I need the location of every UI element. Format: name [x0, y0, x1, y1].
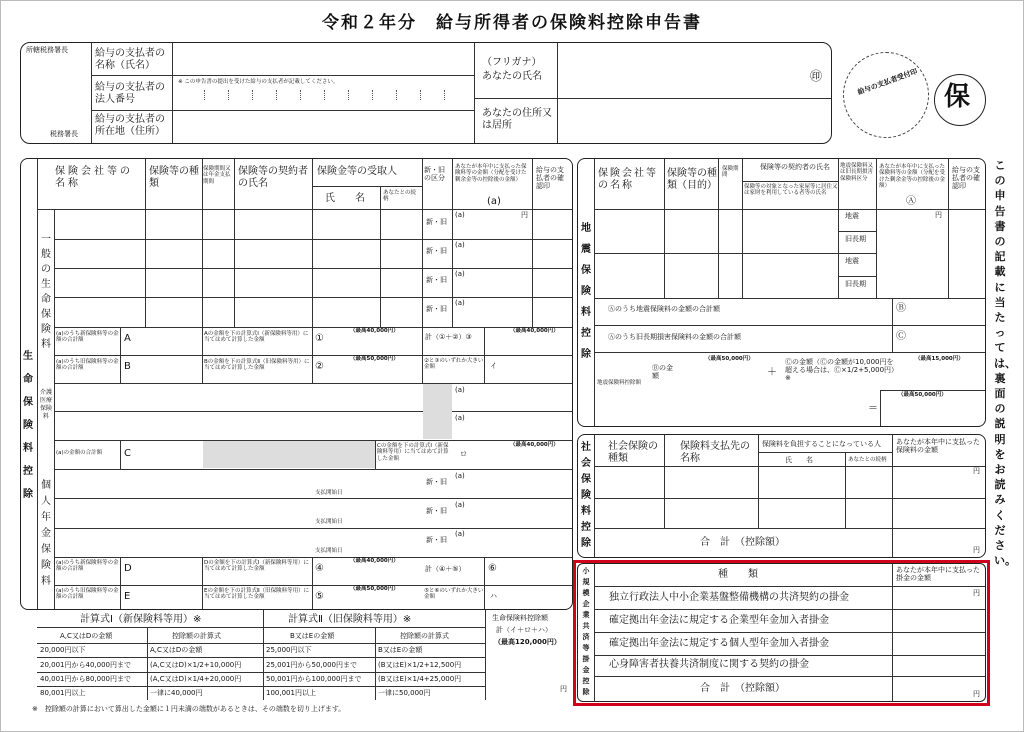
eq-max50b: （最高50,000円）: [898, 392, 947, 398]
social-col-burden: 保険料を負担することになっている人: [762, 440, 881, 448]
eq-sum-c: Ⓐのうち旧長期損害保険料の金額の合計額: [608, 333, 741, 341]
smallbiz-yen: 円: [973, 589, 980, 597]
furigana-label: （フリガナ）: [482, 57, 542, 68]
social-col-name: 氏 名: [785, 456, 813, 464]
smallbiz-row-1: 独立行政法人中小企業基盤整備機構の共済契約の掛金: [609, 592, 849, 603]
calc-b: Bの金額を下の計算式Ⅱ（旧保険料等用）に当てはめて計算した金額: [204, 359, 310, 372]
formula-h-amount2: B又はEの金額: [290, 632, 335, 640]
start-date-2: 支払開始日: [315, 519, 343, 525]
formula-cell: 20,001円から40,000円まで: [40, 661, 131, 669]
eq-mark-c: Ⓒ: [896, 331, 906, 342]
pension-newold-3: 新・旧: [426, 536, 447, 544]
formula-note: ※ 控除額の計算において算出した金額に１円未満の端数があるときは、その端数を切り上げます。: [32, 705, 346, 713]
social-yen: 円: [973, 467, 980, 475]
formula-h-amount1: A,C又はDの金額: [60, 632, 113, 640]
formula-cell: (B又はE)×1/2+12,500円: [378, 661, 462, 669]
calc-a: Aの金額を下の計算式Ⅰ（新保険料等用）に当てはめて計算した金額: [204, 331, 309, 344]
life-total-yen: 円: [560, 685, 567, 693]
formula-title-2: 計算式Ⅱ（旧保険料等用）※: [288, 614, 412, 625]
eq-col-amount-a: Ⓐ: [906, 196, 916, 207]
calc-d: Dの金額を下の計算式Ⅰ（新保険料等用）に当てはめて計算した金額: [204, 560, 309, 573]
your-address-label: あなたの住所又は居所: [482, 108, 552, 131]
c4: ④: [315, 563, 324, 574]
eq-yen-1: 円: [935, 211, 942, 219]
newold-4: 新・旧: [426, 305, 447, 313]
social-col-relation: あなたとの続柄: [848, 457, 887, 463]
smallbiz-col-kind: 種 類: [718, 569, 758, 580]
eq-deduction: 地震保険料控除額: [597, 380, 642, 386]
eq-col-target: 保険等の対象となった家屋等に居住又は家財を利用している者等の氏名: [744, 184, 838, 197]
pension-a-3: (a): [455, 530, 465, 538]
formula-cell: B又はEの金額: [378, 646, 423, 654]
eq-kind-3: 地震: [845, 257, 859, 265]
amount-a-1: (a): [455, 211, 465, 219]
smallbiz-label: 小規模企業共済等掛金控除: [582, 567, 590, 696]
smallbiz-row-2: 確定拠出年金法に規定する企業型年金加入者掛金: [609, 615, 829, 626]
formula-cell: 25,000円以下: [266, 646, 312, 654]
formula-cell: 25,001円から50,000円まで: [266, 661, 357, 669]
life-total-formula: 計（イ＋ロ＋ハ）: [496, 626, 552, 634]
office-suffix: 税務署長: [50, 130, 78, 138]
payer-name-label: 給与の支払者の名称（氏名）: [95, 48, 165, 71]
formula-cell: 80,001円以上: [40, 689, 86, 697]
sum-a-old: (a)のうち旧保険料等の金額の合計額: [56, 359, 119, 372]
i-mark: イ: [490, 362, 497, 370]
formula-cell: 一律に50,000円: [378, 689, 431, 697]
ha-mark: ハ: [490, 592, 497, 600]
sum-a-new: (a)のうち新保険料等の金額の合計額: [56, 331, 119, 344]
care-label: 介護医療保険料: [40, 389, 53, 420]
pension-a-2: (a): [455, 501, 465, 509]
col-amount: あなたが本年中に支払った保険料等の金額（分配を受けた剰余金等の控除後の金額）: [455, 164, 527, 183]
social-total: 合 計 （控除額）: [700, 537, 785, 548]
formula-cell: A,C又はDの金額: [150, 646, 203, 654]
receipt-stamp-circle: [843, 52, 929, 138]
formula-cell: 20,000円以下: [40, 646, 86, 654]
formula-cell: (A,C又はD)×1/4+20,000円: [150, 675, 242, 683]
col-recipient: 保険金等の受取人: [317, 166, 397, 177]
col-contractor: 保険等の契約者の氏名: [238, 166, 308, 189]
eq-col-period: 保険期間: [722, 166, 739, 179]
social-total-yen: 円: [973, 546, 980, 554]
smallbiz-total-yen: 円: [973, 690, 980, 698]
c5: ⑤: [315, 591, 324, 602]
col-relation: あなたとの続柄: [383, 190, 417, 203]
social-col-amount: あなたが本年中に支払った保険料の金額: [896, 438, 980, 455]
c6: ⑥: [488, 563, 497, 574]
calc-c: Cの金額を下の計算式Ⅰ（新保険料等用）に当てはめて計算した金額: [377, 443, 449, 462]
max40-d: （最高40,000円）: [350, 558, 399, 564]
formula-cell: 一律に40,000円: [150, 689, 203, 697]
c2: ②: [315, 361, 324, 372]
eq-col-amount: あなたが本年中に支払った保険料等の金額（分配を受けた剰余金等の控除後の金額）: [879, 164, 946, 189]
newold-2: 新・旧: [426, 247, 447, 255]
formula-cell: (A,C又はD)×1/2+10,000円: [150, 661, 242, 669]
larger-pension: ⑤と⑥のいずれか大きい金額: [424, 588, 484, 601]
eq-col-type: 保険等の種類（目的）: [667, 168, 717, 191]
eq-kind-1: 地震: [845, 212, 859, 220]
earthquake-label: 地震保険料控除: [581, 223, 591, 360]
formula-cell: 40,001円から80,000円まで: [40, 675, 131, 683]
calc-total-pension: 計（④＋⑤）: [425, 565, 466, 573]
max40-a: （最高40,000円）: [350, 328, 399, 334]
letter-d: D: [124, 563, 132, 574]
receipt-stamp-text: 給与の支払者受付印: [856, 67, 919, 97]
your-name-label: あなたの氏名: [482, 71, 542, 82]
social-col-type: 社会保険の種類: [608, 441, 658, 464]
care-a-2: (a): [455, 414, 465, 422]
life-section-label: 生命保険料控除: [23, 351, 33, 500]
general-label: 一般の生命保険料: [41, 234, 51, 350]
formula-cell: (B又はE)×1/4+25,000円: [378, 675, 462, 683]
max50-e: （最高50,000円）: [350, 586, 399, 592]
amount-a-2: (a): [455, 241, 465, 249]
pension-newold-1: 新・旧: [426, 478, 447, 486]
sum-c: (a)の金額の合計額: [56, 450, 103, 456]
formula-title-1: 計算式Ⅰ（新保険料等用）※: [80, 614, 202, 625]
start-date-1: 支払開始日: [315, 490, 343, 496]
col-company: 保険会社等の名称: [55, 166, 133, 189]
eq-sum-b: Ⓐのうち地震保険料の金額の合計額: [608, 305, 720, 313]
yen-1: 円: [521, 211, 528, 219]
side-note: この申告書の記載に当たっては、裏面の説明をお読みください。: [994, 159, 1016, 568]
care-shaded-cell: [423, 384, 452, 439]
calc-e: Eの金額を下の計算式Ⅱ（旧保険料等用）に当てはめて計算した金額: [204, 588, 310, 601]
amount-a-3: (a): [455, 270, 465, 278]
ro-mark: ロ: [460, 450, 467, 458]
formula-h-calc1: 控除額の計算式: [172, 632, 221, 640]
col-amount-a: (a): [487, 196, 501, 207]
payer-number-label: 給与の支払者の法人番号: [95, 82, 165, 105]
eq-b-amount: Ⓑの金額: [652, 364, 673, 381]
eq-plus: ＋: [767, 367, 777, 378]
eq-max50: （最高50,000円）: [705, 356, 754, 362]
social-col-payee: 保険料支払先の名称: [680, 441, 750, 464]
smallbiz-total: 合 計 （控除額）: [700, 683, 785, 694]
col-recipient-name: 氏 名: [325, 193, 365, 204]
start-date-3: 支払開始日: [315, 548, 343, 554]
sum-d-new: (a)のうち新保険料等の金額の合計額: [56, 560, 119, 573]
social-label: 社会保険料控除: [581, 442, 591, 549]
pension-label: 個人年金保険料: [41, 480, 51, 587]
eq-kind-2: 旧長期: [845, 235, 866, 243]
letter-e: E: [124, 591, 131, 602]
smallbiz-row-3: 確定拠出年金法に規定する個人型年金加入者掛金: [609, 638, 829, 649]
eq-kind-4: 旧長期: [845, 280, 866, 288]
life-insurance-section: [20, 158, 573, 610]
amount-a-4: (a): [455, 299, 465, 307]
eq-col-contractor: 保険等の契約者の氏名: [760, 163, 830, 171]
max40-total: （最高40,000円）: [510, 328, 559, 334]
letter-c: C: [124, 448, 131, 459]
pension-a-1: (a): [455, 472, 465, 480]
newold-1: 新・旧: [426, 218, 447, 226]
payer-note: ※ この申告書の提出を受けた給与の支払者が記載してください。: [178, 79, 339, 85]
sum-e-old: (a)のうち旧保険料等の金額の合計額: [56, 588, 119, 601]
letter-a: A: [124, 333, 131, 344]
eq-max15: （最高15,000円）: [915, 356, 964, 362]
care-a-1: (a): [455, 386, 465, 394]
formula-cell: 100,001円以上: [266, 689, 316, 697]
care-shaded-sum: [203, 441, 375, 468]
col-confirm: 給与の支払者の確認印: [536, 166, 564, 191]
eq-c-formula: Ⓒの金額（Ⓒの金額が10,000円を超える場合は、Ⓒ×1/2+5,000円）※: [785, 358, 895, 383]
form-title: 令和２年分 給与所得者の保険料控除申告書: [322, 13, 702, 33]
eq-col-kind: 地震保険料又は旧長期損害保険料区分: [840, 163, 874, 182]
larger-general: ②と③のいずれか大きい金額: [424, 358, 484, 371]
eq-equals: ＝: [868, 403, 878, 414]
c1: ①: [315, 333, 324, 344]
office-label: 所轄税務署長: [26, 46, 68, 54]
formula-h-calc2: 控除額の計算式: [400, 632, 449, 640]
col-newold: 新・旧の区分: [424, 166, 445, 183]
earthquake-section: [577, 158, 986, 427]
formula-cell: 50,001円から100,000円まで: [266, 675, 362, 683]
smallbiz-col-amount: あなたが本年中に支払った掛金の金額: [896, 566, 980, 583]
pension-newold-2: 新・旧: [426, 507, 447, 515]
ho-mark: 保: [944, 82, 971, 112]
life-total-label: 生命保険料控除額: [492, 614, 548, 622]
eq-col-company: 保険会社等の名称: [598, 168, 658, 191]
letter-b: B: [124, 361, 131, 372]
newold-3: 新・旧: [426, 276, 447, 284]
calc-total-general: 計（①＋②）③: [425, 333, 472, 341]
col-period: 保険期間又は年金支払期間: [203, 166, 231, 185]
max50-b: （最高50,000円）: [350, 356, 399, 362]
payer-address-label: 給与の支払者の所在地（住所）: [95, 114, 165, 137]
life-total-max: （最高120,000円）: [494, 638, 561, 646]
eq-mark-b: Ⓑ: [896, 303, 906, 314]
eq-col-confirm: 給与の支払者の確認印: [952, 166, 980, 191]
smallbiz-row-4: 心身障害者扶養共済制度に関する契約の掛金: [609, 659, 809, 670]
seal-mark: ㊞: [810, 69, 823, 83]
max40-c: （最高40,000円）: [510, 442, 559, 448]
col-type: 保険等の種類: [149, 166, 199, 189]
